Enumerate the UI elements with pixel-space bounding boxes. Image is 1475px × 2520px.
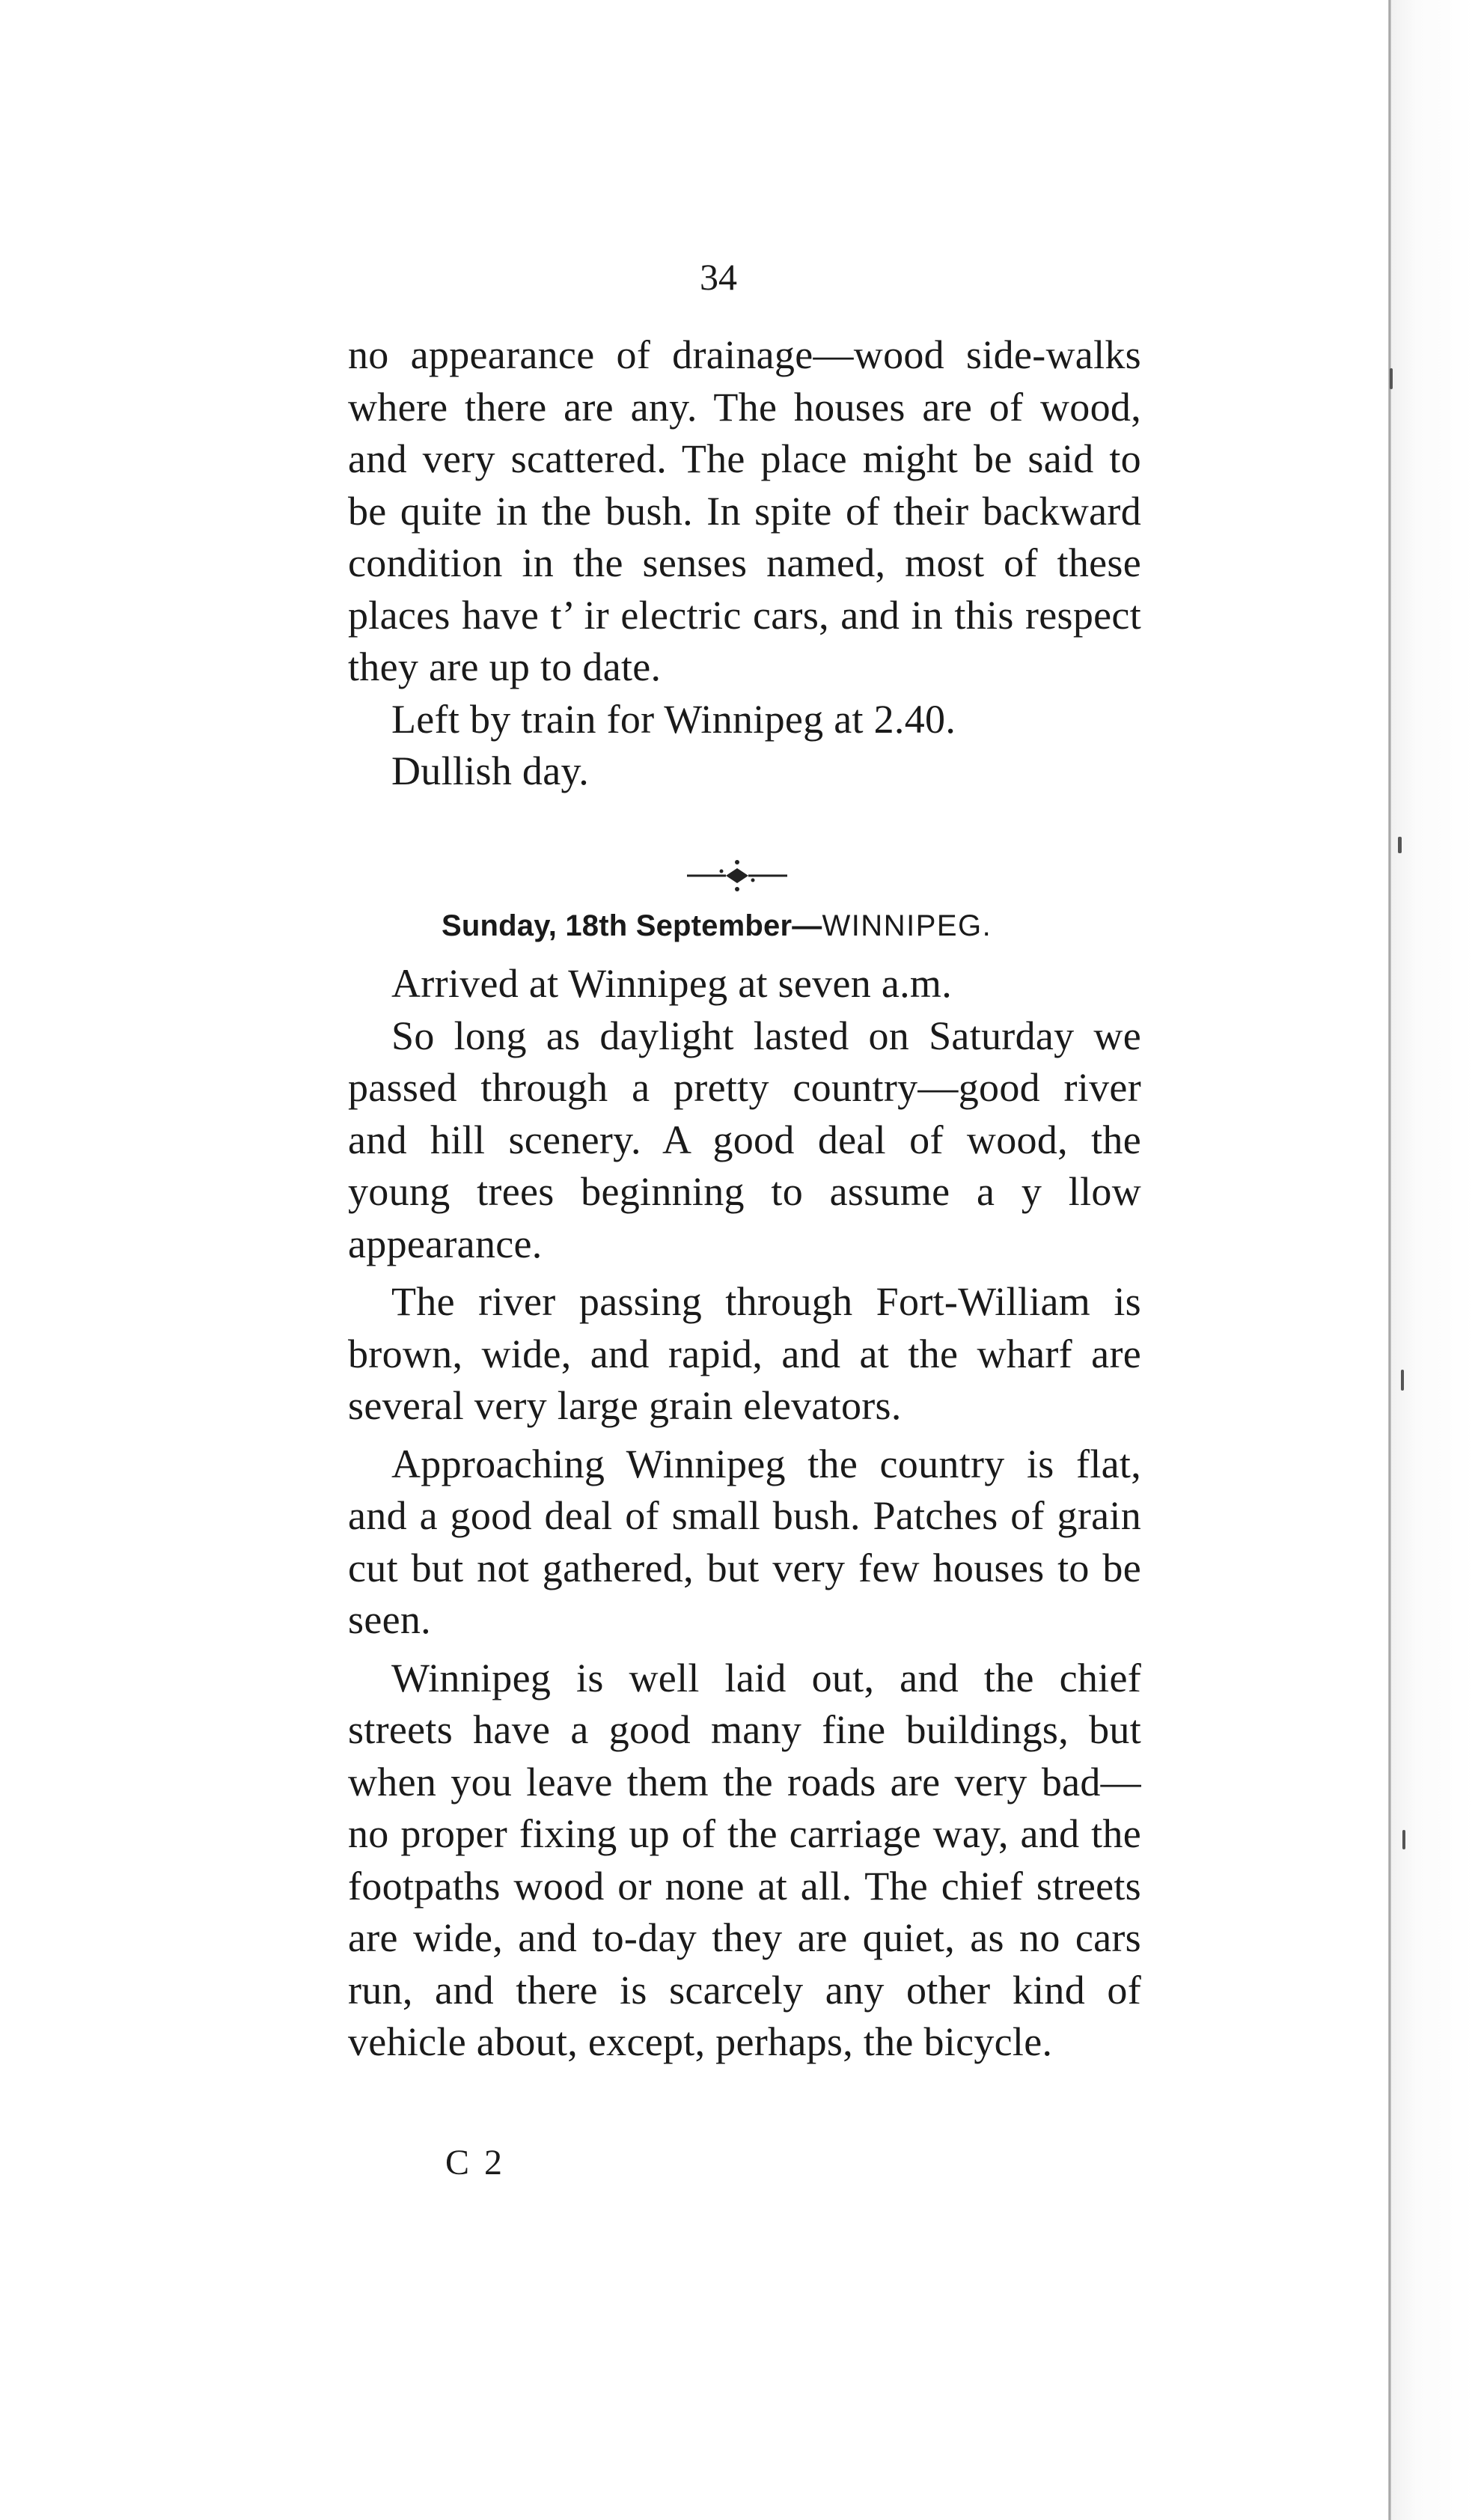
heading-place: WINNIPEG.	[822, 909, 992, 942]
page-number: 34	[700, 256, 737, 298]
edge-mark	[1390, 368, 1393, 389]
edge-mark	[1398, 837, 1402, 853]
signature-mark: C 2	[445, 2143, 506, 2182]
heading-date: Sunday, 18th September—	[442, 909, 822, 942]
edge-mark	[1402, 1830, 1405, 1849]
paragraph: Approaching Winnipeg the country is flat, and a good deal of small bush. Patches of grain cut but not gathered, but very few houses to be seen.	[348, 1441, 1141, 1642]
section-heading	[442, 903, 1055, 948]
paragraph: no appearance of drainage—wood side-walks where there are any. The houses are of wood, and very scattered. The place might be said to be quite in the bush. In spite of their backward condition in the senses named, most of these places have t’ ir electric cars, and in this respect they are up to date.	[348, 332, 1141, 689]
top-text-block	[348, 329, 1141, 798]
paragraph: The river passing through Fort-William is brown, wide, and rapid, and at the wharf are several very large grain elevators.	[348, 1279, 1141, 1428]
paragraph: Left by train for Winnipeg at 2.40.	[391, 696, 956, 742]
decorative-divider-icon	[681, 852, 793, 897]
paragraph: Dullish day.	[391, 748, 590, 793]
paragraph: Arrived at Winnipeg at seven a.m.	[391, 961, 952, 1006]
edge-mark	[1401, 1370, 1404, 1391]
paragraph: So long as daylight lasted on Saturday we passed through a pretty country—good river and hill scenery. A good deal of wood, the young trees beginning to assume a y llow appearance.	[348, 1013, 1141, 1266]
page-edge-shadow	[1391, 0, 1475, 2520]
paragraph: Winnipeg is well laid out, and the chief streets have a good many fine buildings, but when you leave them the roads are very bad—no proper fixing up of the carriage way, and the footpaths wood or none at all. The chief streets are wide, and to-day they are quiet, as no cars run, and there is scarcely any other kind of vehicle about, except, perhaps, the bicycle.	[348, 1655, 1141, 2064]
section-text-block	[348, 958, 1141, 2069]
